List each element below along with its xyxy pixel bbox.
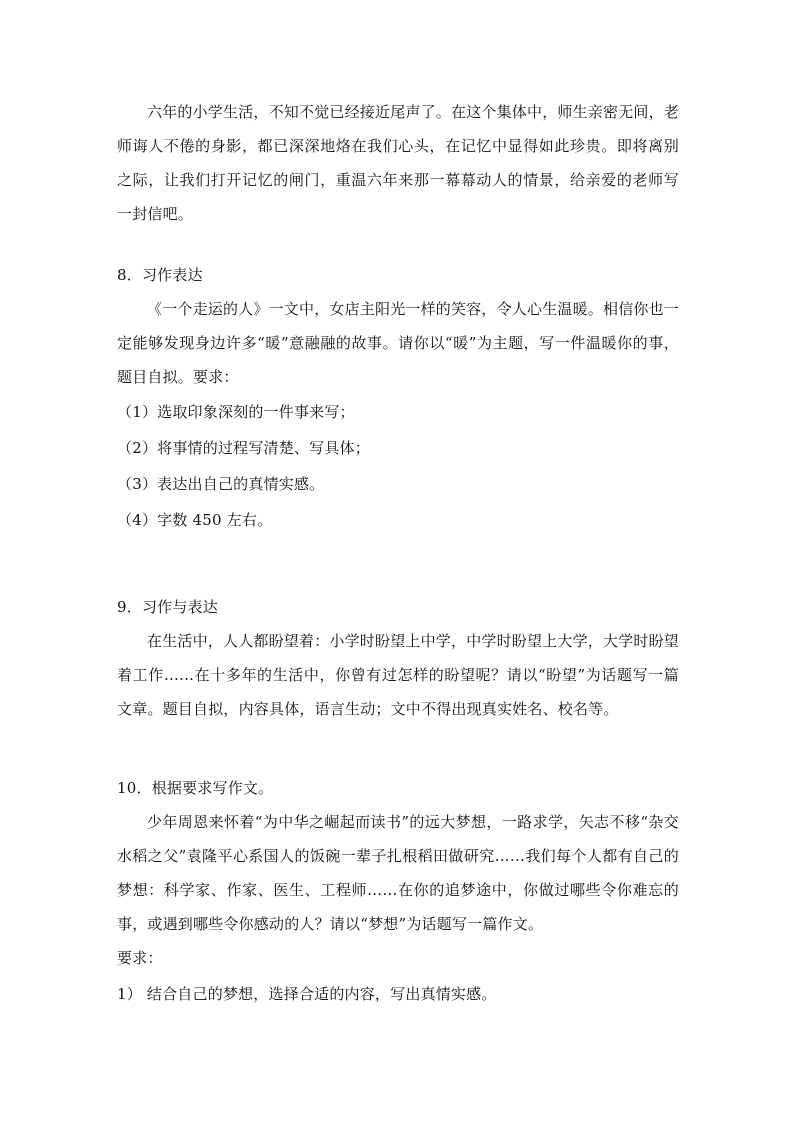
question-8-requirement-4: （4）字数 450 左右。 bbox=[117, 511, 273, 529]
question-9-heading: 9．习作与表达 bbox=[117, 598, 218, 616]
question-8-section bbox=[117, 258, 679, 538]
question-9-prompt: 在生活中，人人都盼望着：小学时盼望上中学，中学时盼望上大学，大学时盼望着工作……在十多年的生活中，你曾有过怎样的盼望呢？请以“盼望”为话题写一篇文章。题目自拟，内容具体，语言生动；文中不得出现真实姓名、校名等。 bbox=[117, 632, 680, 718]
intro-paragraph: 六年的小学生活，不知不觉已经接近尾声了。在这个集体中，师生亲密无间，老师诲人不倦的身影，都已深深地烙在我们心头，在记忆中显得如此珍贵。即将离别之际，让我们打开记忆的闸门，重温六年来那一幕幕动人的情景，给亲爱的老师写一封信吧。 bbox=[117, 103, 680, 223]
question-8-requirement-2: （2）将事情的过程写清楚、写具体； bbox=[117, 439, 370, 457]
question-9-section bbox=[117, 590, 679, 726]
question-10-heading: 10．根据要求写作文。 bbox=[117, 779, 274, 797]
question-10-requirement-1: 1） 结合自己的梦想，选择合适的内容，写出真情实感。 bbox=[117, 985, 497, 1003]
intro-section bbox=[117, 95, 679, 231]
question-10-requirements-label: 要求： bbox=[117, 949, 163, 967]
question-10-prompt: 少年周恩来怀着“为中华之崛起而读书”的远大梦想，一路求学，矢志不移“杂交水稻之父”袁隆平心系国人的饭碗一辈子扎根稻田做研究……我们每个人都有自己的梦想：科学家、作家、医生、工程师……在你的追梦途中，你做过哪些令你难忘的事，或遇到哪些令你感动的人？请以“梦想”为话题写一篇作文。 bbox=[117, 813, 679, 933]
question-8-heading: 8．习作表达 bbox=[117, 266, 203, 284]
question-8-requirement-3: （3）表达出自己的真情实感。 bbox=[117, 475, 325, 493]
question-8-prompt: 《一个走运的人》一文中，女店主阳光一样的笑容，令人心生温暖。相信你也一定能够发现身边许多“暖”意融融的故事。请你以“暖”为主题，写一件温暖你的事，题目自拟。要求： bbox=[117, 300, 680, 386]
question-10-section bbox=[117, 771, 679, 1013]
question-8-requirement-1: （1）选取印象深刻的一件事来写； bbox=[117, 403, 355, 421]
